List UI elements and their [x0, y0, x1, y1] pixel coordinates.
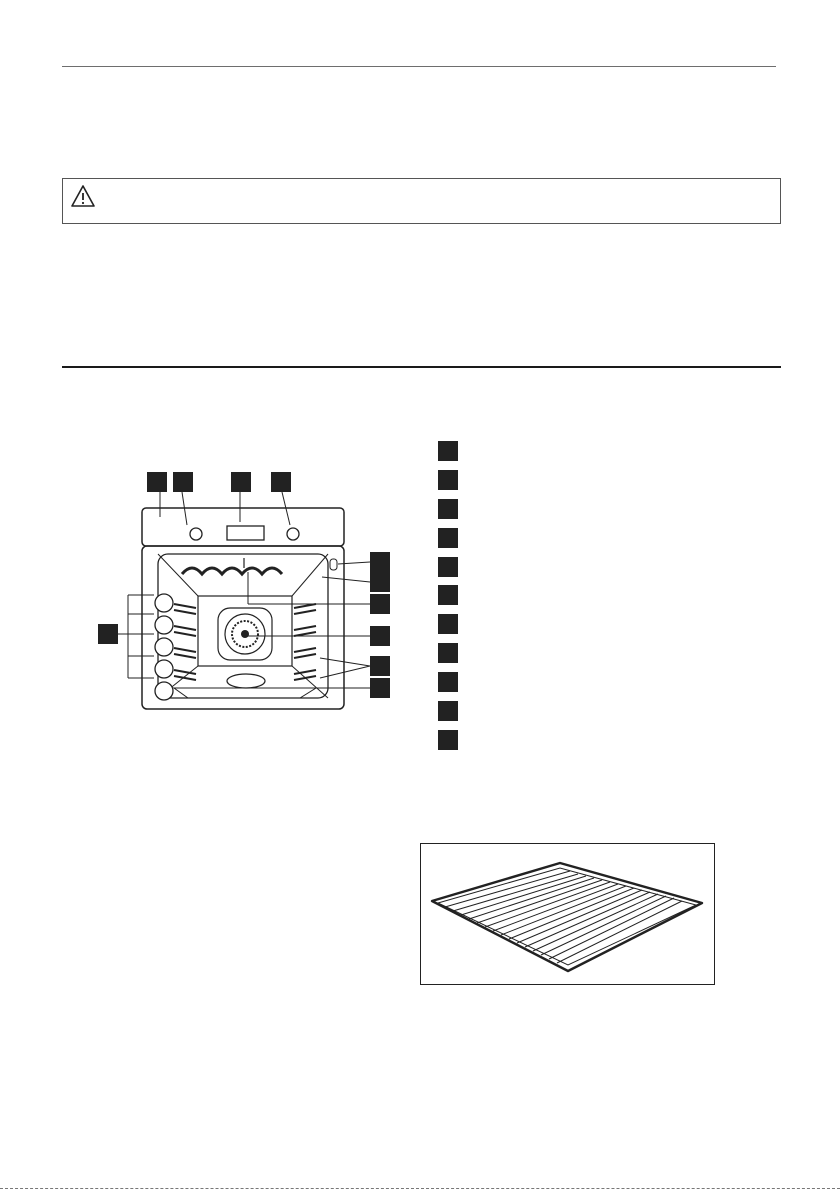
display: [227, 526, 264, 540]
callout-marker: [370, 552, 390, 572]
legend-marker-8: [438, 643, 458, 663]
legend-marker-10: [438, 701, 458, 721]
legend-list: [438, 441, 458, 759]
bottom-heater: [227, 674, 265, 688]
shelf-level-marker: [155, 616, 173, 634]
knob-left: [190, 528, 202, 540]
legend-marker-11: [438, 730, 458, 750]
callout-marker: [370, 572, 390, 592]
legend-marker-6: [438, 585, 458, 605]
callout-marker: [231, 472, 251, 492]
legend-marker-4: [438, 528, 458, 548]
callout-marker: [147, 472, 167, 492]
legend-marker-5: [438, 557, 458, 577]
callout-marker: [370, 594, 390, 614]
page-bottom-edge: [0, 1188, 840, 1189]
shelf-level-marker: [155, 638, 173, 656]
shelf-level-marker: [155, 594, 173, 612]
header-rule: [62, 66, 776, 67]
callout-marker: [370, 656, 390, 676]
lamp: [330, 559, 337, 570]
shelf-level-marker: [155, 682, 173, 700]
warning-box: [62, 178, 781, 224]
wire-shelf-illustration: [420, 843, 715, 985]
callout-marker: [370, 626, 390, 646]
legend-marker-7: [438, 614, 458, 634]
callout-marker: [271, 472, 291, 492]
legend-marker-1: [438, 441, 458, 461]
knob-right: [287, 528, 299, 540]
legend-marker-3: [438, 499, 458, 519]
callout-marker: [98, 624, 118, 644]
section-rule: [62, 366, 781, 368]
oven-cavity: [158, 554, 328, 698]
callout-marker: [370, 678, 390, 698]
callout-marker: [173, 472, 193, 492]
warning-triangle-icon: [70, 184, 96, 208]
shelf-level-marker: [155, 660, 173, 678]
oven-diagram: [90, 462, 400, 722]
legend-marker-2: [438, 470, 458, 490]
legend-marker-9: [438, 672, 458, 692]
